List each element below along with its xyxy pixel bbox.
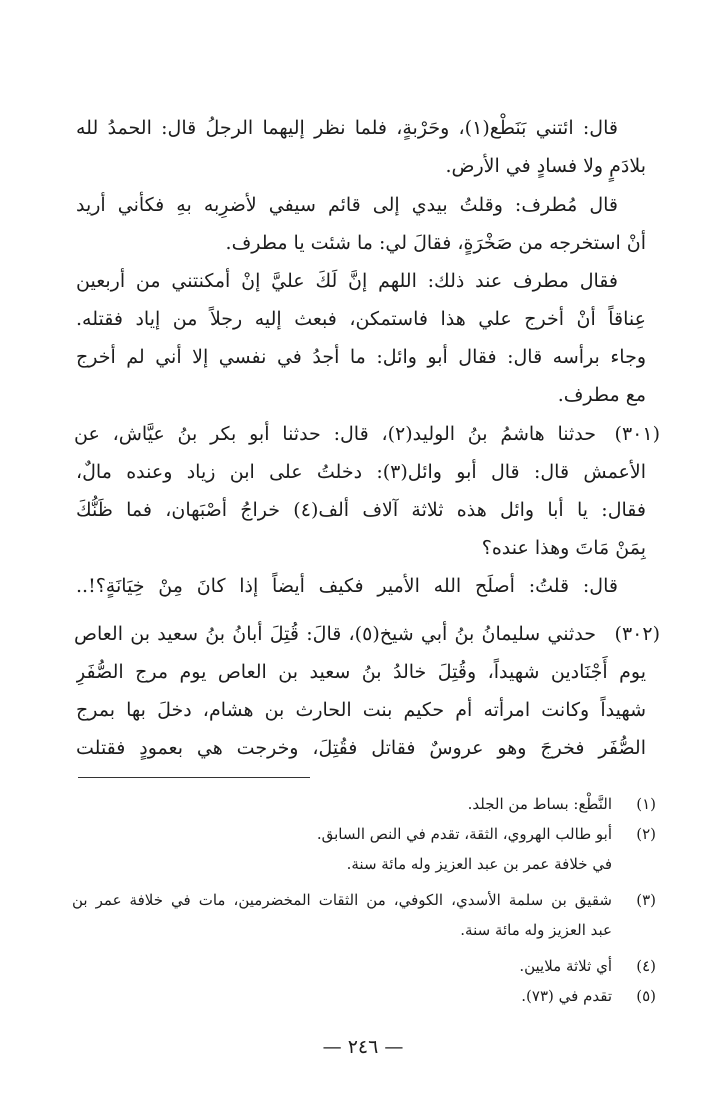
body-line: وجاء برأسه قال: فقال أبو وائل: ما أجدُ في نفسي إلا أني لم أخرج	[76, 346, 646, 368]
body-line: قال مُطرف: وقلتُ بيدي إلى قائم سيفي لأضرِبه بهِ فكأني أريد	[76, 194, 618, 216]
entry-number-302: (٣٠٢)	[614, 623, 660, 645]
footnote-line: في خلافة عمر بن عبد العزيز وله مائة سنة.	[346, 855, 612, 873]
footnote-number: (٥)	[636, 987, 656, 1005]
body-line: بلادَمٍ ولا فسادٍ في الأرض.	[445, 155, 646, 177]
footnote-line: شقيق بن سلمة الأسدي، الكوفي، من الثقات المخضرمين، مات في خلافة عمر بن	[72, 891, 612, 909]
body-line: فقال: يا أبا وائل هذه ثلاثة آلاف ألف(٤) خراجُ أصْبَهان، فما ظَنُّكَ	[76, 499, 646, 521]
body-line: قال: ائتني بَنَطْع(١)، وحَرْبةٍ، فلما نظر إليهما الرجلُ قال: الحمدُ لله	[76, 117, 618, 139]
page-number: — ٢٤٦ —	[322, 1036, 404, 1058]
footnote-number: (١)	[636, 795, 656, 813]
footnote-line: النَّطْع: بساط من الجلد.	[467, 795, 612, 813]
body-line: بِمَنْ مَاتَ وهذا عنده؟	[481, 537, 646, 559]
body-line: أنْ استخرجه من صَخْرَةٍ، فقالَ لي: ما شئت يا مطرف.	[225, 232, 646, 254]
footnote-separator	[78, 777, 310, 778]
footnote-number: (٢)	[636, 825, 656, 843]
footnote-number: (٤)	[636, 957, 656, 975]
body-line: شهيداً وكانت امرأته أم حكيم بنت الحارث بن هشام، دخلَ بها بمرج	[76, 699, 646, 721]
footnote-line: أبو طالب الهروي، الثقة، تقدم في النص السابق.	[316, 825, 612, 843]
body-line: قال: قلتُ: أصلَح الله الأمير فكيف أيضاً إذا كانَ مِنْ خِيَانَةٍ؟!..	[76, 575, 618, 597]
footnote-line: تقدم في (٧٣).	[521, 987, 612, 1005]
body-line: عِناقاً أنْ أخرج علي هذا فاستمكن، فبعث إليه رجلاً من إياد فقتله.	[76, 308, 646, 330]
body-line: مع مطرف.	[557, 384, 646, 406]
footnote-line: أي ثلاثة ملايين.	[519, 957, 612, 975]
body-line: الصُّفَر فخرجَ وهو عروسٌ فقاتل فقُتِلَ، وخرجت هي بعمودٍ فقتلت	[76, 737, 646, 759]
body-line: حدثنا هاشمُ بنُ الوليد(٢)، قال: حدثنا أبو بكر بنُ عيَّاش، عن	[74, 423, 596, 445]
body-line: فقال مطرف عند ذلك: اللهم إنَّ لَكَ عليَّ إنْ أمكنتني من أربعين	[76, 270, 618, 292]
footnote-line: عبد العزيز وله مائة سنة.	[460, 921, 612, 939]
body-line: يوم أَجْنَادين شهيداً، وقُتِلَ خالدُ بنُ سعيد بن العاص يوم مرج الصُّفَرِ	[76, 661, 646, 683]
entry-number-301: (٣٠١)	[614, 423, 660, 445]
footnote-number: (٣)	[636, 891, 656, 909]
body-line: الأعمش قال: قال أبو وائل(٣): دخلتُ على ابن زياد وعنده مالٌ،	[76, 461, 646, 483]
body-line: حدثني سليمانُ بنُ أبي شيخ(٥)، قالَ: قُتِلَ أبانُ بنُ سعيد بن العاص	[74, 623, 596, 645]
